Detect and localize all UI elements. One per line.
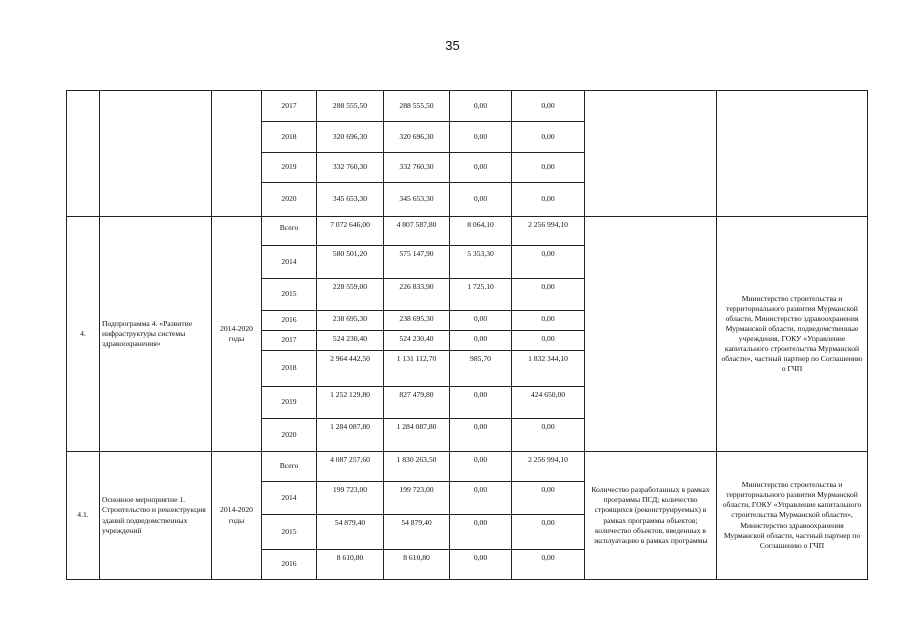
- federal-budget-cell: 0,00: [450, 515, 512, 550]
- executor-cell: Министерство строительства и территориального развития Мурманской области, Министерство здравоохранения Мурманской области, подведомственные учреждения, ГОКУ «Управление капитального строительства Мурманской области», частный партнер по Соглашению о ГЧП: [717, 217, 868, 452]
- period-cell: 2014-2020 годы: [212, 217, 262, 452]
- total-cell: 320 696,30: [317, 122, 384, 153]
- other-sources-cell: 0,00: [512, 122, 585, 153]
- year-cell: 2019: [262, 153, 317, 183]
- page-number: 35: [445, 38, 460, 53]
- regional-budget-cell: 238 695,30: [384, 311, 450, 331]
- total-cell: 54 879,40: [317, 515, 384, 550]
- year-cell: 2014: [262, 482, 317, 515]
- federal-budget-cell: 0,00: [450, 452, 512, 482]
- federal-budget-cell: 8 064,10: [450, 217, 512, 246]
- number-cell: [67, 91, 100, 217]
- other-sources-cell: 2 256 994,10: [512, 217, 585, 246]
- regional-budget-cell: 332 760,30: [384, 153, 450, 183]
- federal-budget-cell: 0,00: [450, 550, 512, 580]
- indicator-cell: [585, 217, 717, 452]
- other-sources-cell: 0,00: [512, 331, 585, 351]
- regional-budget-cell: 54 879,40: [384, 515, 450, 550]
- indicator-cell: [585, 91, 717, 217]
- total-cell: 238 695,30: [317, 311, 384, 331]
- other-sources-cell: 424 650,00: [512, 387, 585, 419]
- total-cell: 228 559,00: [317, 279, 384, 311]
- federal-budget-cell: 985,70: [450, 351, 512, 387]
- total-cell: 332 760,30: [317, 153, 384, 183]
- other-sources-cell: 0,00: [512, 91, 585, 122]
- total-cell: 524 230,40: [317, 331, 384, 351]
- total-cell: 199 723,00: [317, 482, 384, 515]
- federal-budget-cell: 0,00: [450, 387, 512, 419]
- year-cell: 2020: [262, 419, 317, 452]
- total-cell: 7 072 646,00: [317, 217, 384, 246]
- federal-budget-cell: 5 353,30: [450, 246, 512, 279]
- year-cell: 2014: [262, 246, 317, 279]
- year-cell: 2018: [262, 122, 317, 153]
- year-cell: 2019: [262, 387, 317, 419]
- name-cell: Подпрограмма 4. «Развитие инфраструктуры системы здравоохранения»: [100, 217, 212, 452]
- other-sources-cell: 0,00: [512, 279, 585, 311]
- other-sources-cell: 1 832 344,10: [512, 351, 585, 387]
- federal-budget-cell: 0,00: [450, 91, 512, 122]
- regional-budget-cell: 320 696,30: [384, 122, 450, 153]
- federal-budget-cell: 0,00: [450, 153, 512, 183]
- executor-cell: [717, 91, 868, 217]
- other-sources-cell: 0,00: [512, 419, 585, 452]
- regional-budget-cell: 1 131 112,70: [384, 351, 450, 387]
- year-cell: 2016: [262, 550, 317, 580]
- total-cell: 2 964 442,50: [317, 351, 384, 387]
- year-cell: 2020: [262, 183, 317, 217]
- year-cell: 2017: [262, 91, 317, 122]
- total-cell: 1 252 129,80: [317, 387, 384, 419]
- regional-budget-cell: 288 555,50: [384, 91, 450, 122]
- total-cell: 1 284 087,80: [317, 419, 384, 452]
- table-row: [67, 452, 868, 482]
- regional-budget-cell: 1 284 087,80: [384, 419, 450, 452]
- federal-budget-cell: 0,00: [450, 311, 512, 331]
- year-cell: 2016: [262, 311, 317, 331]
- federal-budget-cell: 0,00: [450, 482, 512, 515]
- regional-budget-cell: 226 833,90: [384, 279, 450, 311]
- total-cell: 345 653,30: [317, 183, 384, 217]
- total-cell: 288 555,50: [317, 91, 384, 122]
- program-table: [66, 90, 868, 580]
- other-sources-cell: 0,00: [512, 183, 585, 217]
- other-sources-cell: 0,00: [512, 311, 585, 331]
- other-sources-cell: 0,00: [512, 246, 585, 279]
- period-cell: [212, 91, 262, 217]
- year-cell: 2017: [262, 331, 317, 351]
- total-cell: 4 087 257,60: [317, 452, 384, 482]
- year-cell: 2018: [262, 351, 317, 387]
- number-cell: 4.1.: [67, 452, 100, 580]
- federal-budget-cell: 1 725,10: [450, 279, 512, 311]
- regional-budget-cell: 199 723,00: [384, 482, 450, 515]
- total-cell: 580 501,20: [317, 246, 384, 279]
- year-cell: Всего: [262, 217, 317, 246]
- name-cell: [100, 91, 212, 217]
- federal-budget-cell: 0,00: [450, 122, 512, 153]
- year-cell: 2015: [262, 279, 317, 311]
- regional-budget-cell: 827 479,80: [384, 387, 450, 419]
- executor-cell: Министерство строительства и территориального развития Мурманской области, ГОКУ «Управление капитального строительства Мурманской области», Министерство здравоохранения Мурманской области, частный партнер по Соглашению о ГЧП: [717, 452, 868, 580]
- other-sources-cell: 0,00: [512, 515, 585, 550]
- other-sources-cell: 0,00: [512, 482, 585, 515]
- other-sources-cell: 0,00: [512, 550, 585, 580]
- year-cell: Всего: [262, 452, 317, 482]
- table-row: [67, 217, 868, 246]
- federal-budget-cell: 0,00: [450, 331, 512, 351]
- federal-budget-cell: 0,00: [450, 183, 512, 217]
- number-cell: 4.: [67, 217, 100, 452]
- program-table-body: [67, 91, 868, 580]
- regional-budget-cell: 575 147,90: [384, 246, 450, 279]
- name-cell: Основное мероприятие 1. Строительство и реконструкция зданий подведомственных учреждений: [100, 452, 212, 580]
- indicator-cell: Количество разработанных в рамках программы ПСД; количество строящихся (реконструируемых) в рамках программы объектов; количество объектов, введенных в эксплуатацию в рамках программы: [585, 452, 717, 580]
- other-sources-cell: 2 256 994,10: [512, 452, 585, 482]
- table-row: [67, 91, 868, 122]
- regional-budget-cell: 524 230,40: [384, 331, 450, 351]
- total-cell: 8 610,80: [317, 550, 384, 580]
- regional-budget-cell: 1 830 263,50: [384, 452, 450, 482]
- other-sources-cell: 0,00: [512, 153, 585, 183]
- regional-budget-cell: 345 653,30: [384, 183, 450, 217]
- regional-budget-cell: 8 610,80: [384, 550, 450, 580]
- year-cell: 2015: [262, 515, 317, 550]
- regional-budget-cell: 4 807 587,80: [384, 217, 450, 246]
- federal-budget-cell: 0,00: [450, 419, 512, 452]
- period-cell: 2014-2020 годы: [212, 452, 262, 580]
